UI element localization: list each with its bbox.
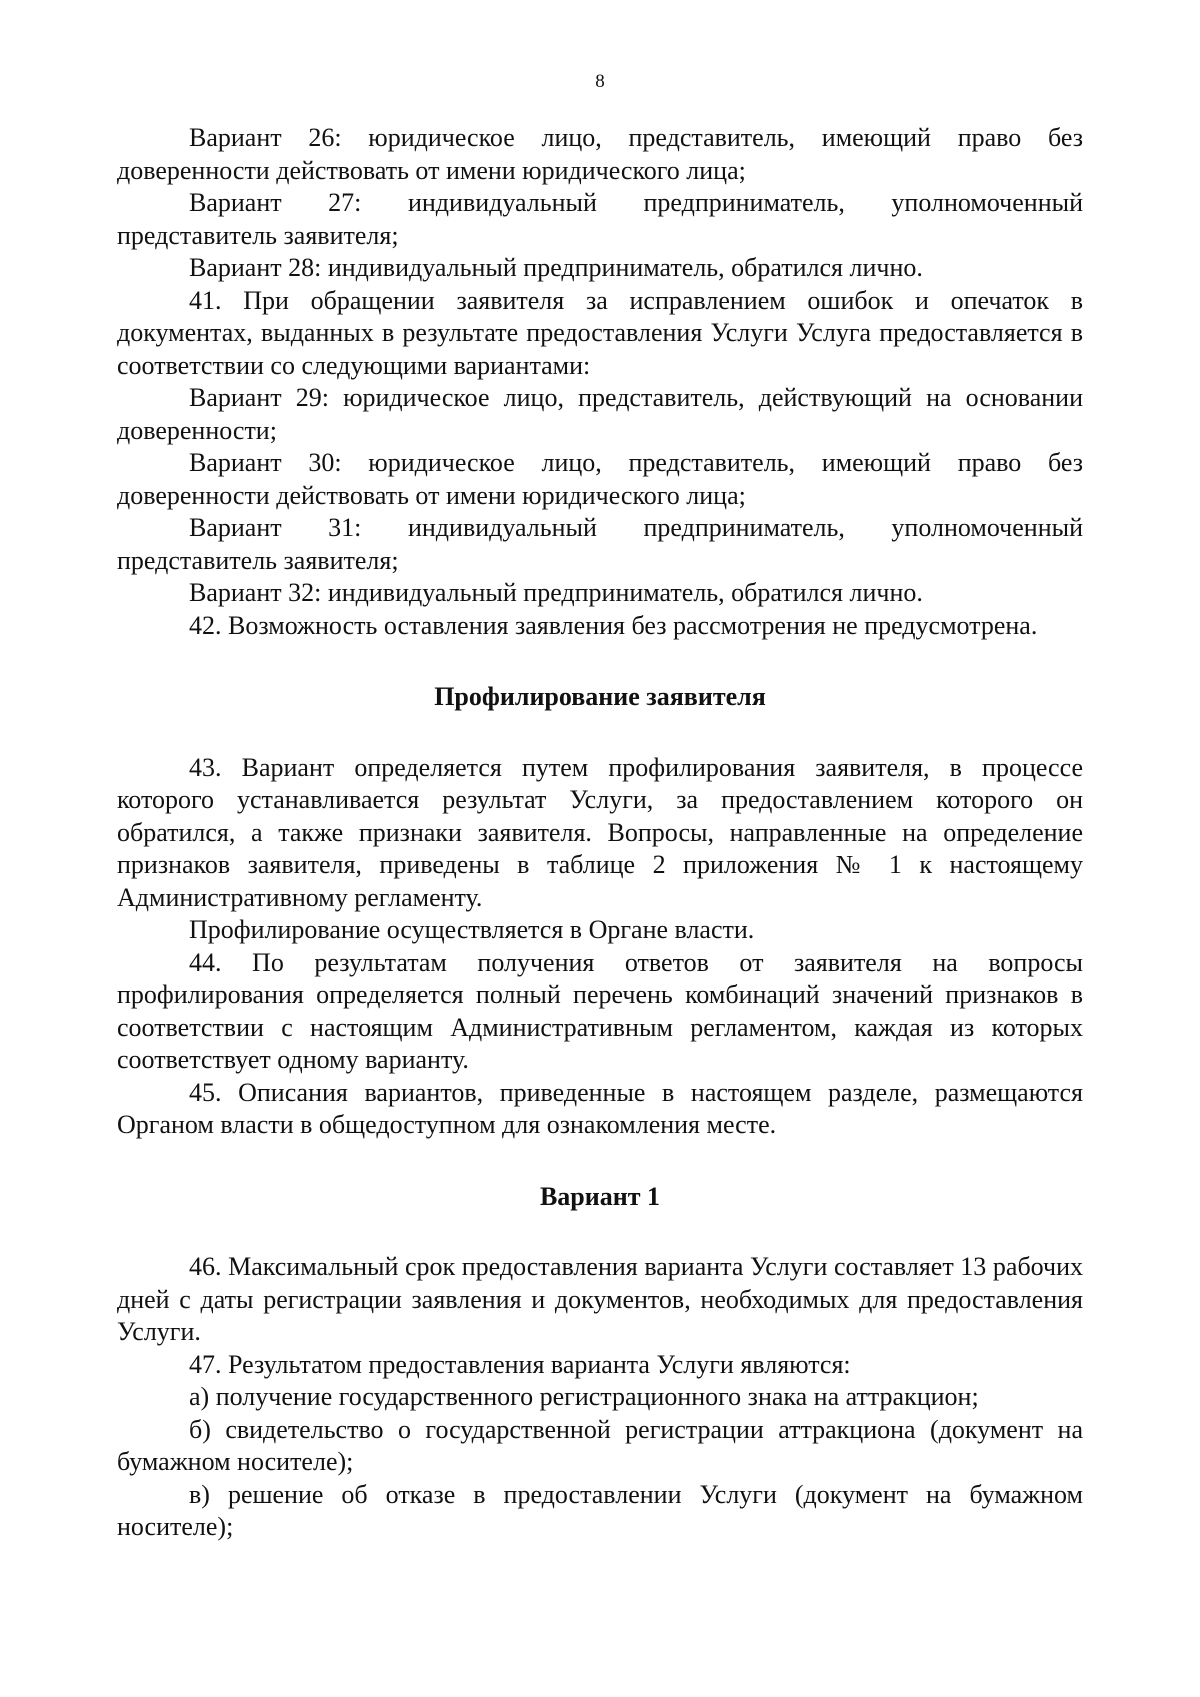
paragraph-variant-32: Вариант 32: индивидуальный предприниматель, обратился лично. — [189, 578, 923, 607]
paragraph-41: 41. При обращении заявителя за исправлением ошибок и опечаток в документах, выданных в результате предоставления Услуги Услуга предоставляется в соответствии со следующими вариантами: — [117, 285, 1083, 380]
document-body — [117, 122, 1083, 1544]
list-item-a: а) получение государственного регистрационного знака на аттракцион; — [189, 1382, 979, 1411]
list-item-v: в) решение об отказе в предоставлении Услуги (документ на бумажном носителе); — [117, 1479, 1083, 1541]
paragraph-variant-28: Вариант 28: индивидуальный предприниматель, обратился лично. — [189, 253, 923, 282]
page-number: 8 — [595, 71, 605, 92]
paragraph-profiling-location: Профилирование осуществляется в Органе власти. — [189, 915, 755, 944]
list-item-b: б) свидетельство о государственной регистрации аттракциона (документ на бумажном носителе); — [117, 1414, 1083, 1476]
paragraph-variant-31: Вариант 31: индивидуальный предприниматель, уполномоченный представитель заявителя; — [117, 513, 1083, 575]
paragraph-variant-30: Вариант 30: юридическое лицо, представитель, имеющий право без доверенности действовать от имени юридического лица; — [117, 448, 1083, 510]
paragraph-variant-29: Вариант 29: юридическое лицо, представитель, действующий на основании доверенности; — [117, 383, 1083, 445]
paragraph-variant-27: Вариант 27: индивидуальный предприниматель, уполномоченный представитель заявителя; — [117, 188, 1083, 250]
heading-profiling: Профилирование заявителя — [434, 682, 766, 711]
paragraph-45: 45. Описания вариантов, приведенные в настоящем разделе, размещаются Органом власти в общедоступном для ознакомления месте. — [117, 1077, 1083, 1139]
paragraph-47: 47. Результатом предоставления варианта Услуги являются: — [189, 1349, 851, 1379]
heading-variant-1: Вариант 1 — [539, 1181, 661, 1211]
paragraph-46: 46. Максимальный срок предоставления варианта Услуги составляет 13 рабочих дней с даты регистрации заявления и документов, необходимых для предоставления Услуги. — [117, 1252, 1083, 1346]
paragraph-44: 44. По результатам получения ответов от заявителя на вопросы профилирования определяется полный перечень комбинаций значений признаков в соответствии с настоящим Административным регламентом, каждая из которых соответствует одному варианту. — [117, 947, 1083, 1074]
paragraph-42: 42. Возможность оставления заявления без рассмотрения не предусмотрена. — [189, 610, 1038, 640]
paragraph-variant-26: Вариант 26: юридическое лицо, представитель, имеющий право без доверенности действовать от имени юридического лица; — [117, 123, 1083, 185]
paragraph-43: 43. Вариант определяется путем профилирования заявителя, в процессе которого устанавливается результат Услуги, за предоставлением которого он обратился, а также признаки заявителя. Вопросы, направленные на определение признаков заявителя, приведены в таблице 2 приложения № 1 к настоящему Административному регламенту. — [117, 752, 1083, 912]
